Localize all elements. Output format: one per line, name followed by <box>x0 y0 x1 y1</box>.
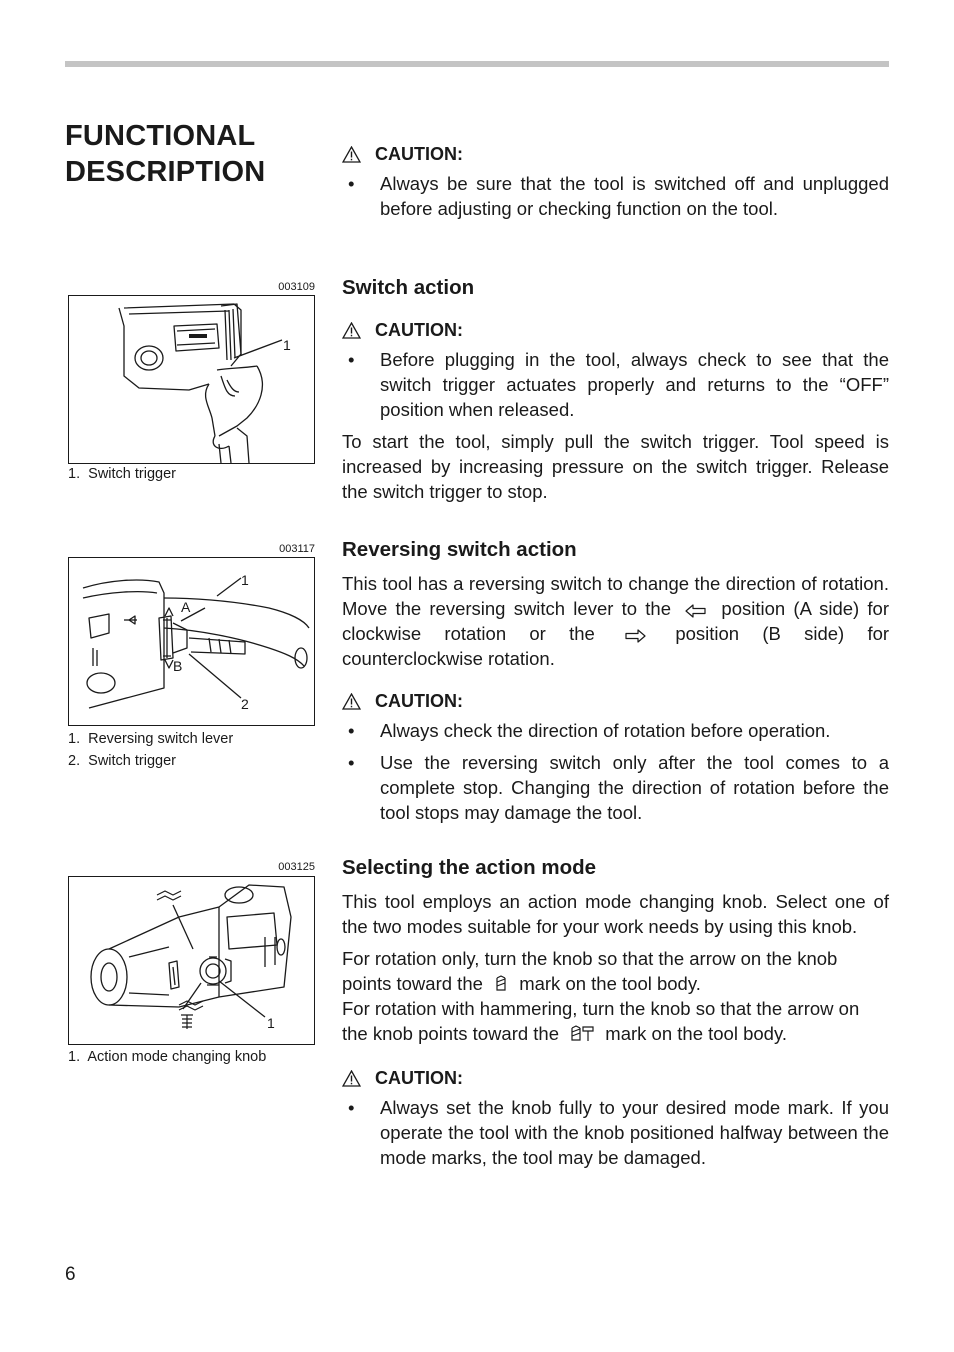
caution-item <box>342 718 889 743</box>
section-title: Selecting the action mode <box>342 856 597 879</box>
figure-action-mode-knob <box>68 876 315 1045</box>
caption-line: 1. Action mode changing knob <box>68 1049 267 1065</box>
page-title: FUNCTIONAL DESCRIPTION <box>65 120 266 188</box>
callout-1: 1 <box>267 1015 275 1031</box>
section-body <box>342 571 889 671</box>
caution-heading <box>342 142 889 167</box>
bullet-dot: • <box>348 752 355 773</box>
caution-triangle-icon <box>342 1070 361 1087</box>
callout-2: 2 <box>241 696 249 712</box>
figure-caption <box>68 463 176 485</box>
drill-illustration <box>69 296 314 463</box>
caution-label: CAUTION: <box>375 691 463 711</box>
body-text: mark on the tool body. <box>519 973 701 994</box>
caution-text: Before plugging in the tool, always check to see that the switch trigger actuates properly and returns to the “OFF” position when released. <box>380 349 889 420</box>
body-text: position (A side) for clockwise rotation or the <box>342 598 889 644</box>
section-body: To start the tool, simply pull the switch trigger. Tool speed is increased by increasing pressure on the switch trigger. Release the switch trigger to stop. <box>342 431 889 502</box>
caption-line: 1. Reversing switch lever <box>68 731 234 747</box>
body-text: mark on the tool body. <box>605 1023 787 1044</box>
caution-triangle-icon <box>342 322 361 339</box>
figure-switch-trigger <box>68 295 315 464</box>
callout-a: A <box>181 599 191 615</box>
figure-caption <box>68 728 233 772</box>
caution-text: Always be sure that the tool is switched off and unplugged before adjusting or checking function on the tool. <box>380 173 889 219</box>
caption-line: 1. Switch trigger <box>68 466 176 482</box>
action-mode-illustration <box>69 877 314 1044</box>
bullet-dot: • <box>348 173 355 194</box>
body-text: For rotation with hammering, turn the knob so that the arrow on the knob points toward the <box>342 998 860 1044</box>
caution-text: Always check the direction of rotation before operation. <box>380 720 831 741</box>
caution-label: CAUTION: <box>375 320 463 340</box>
body-text: This tool has a reversing switch to change the direction of rotation. Move the reversing switch lever to the <box>342 573 889 619</box>
section-title: Switch action <box>342 276 475 299</box>
caution-label: CAUTION: <box>375 1068 463 1088</box>
callout-1: 1 <box>283 337 291 353</box>
drill-bit-hammer-icon <box>570 1025 594 1043</box>
section-switch-action <box>342 275 889 511</box>
figure-code: 003125 <box>278 861 315 873</box>
bullet-dot: • <box>348 1097 355 1118</box>
caution-heading <box>342 1066 889 1091</box>
caption-line: 2. Switch trigger <box>68 753 176 769</box>
bullet-dot: • <box>348 349 355 370</box>
general-caution <box>342 142 889 228</box>
caution-triangle-icon <box>342 693 361 710</box>
figure-code: 003117 <box>279 543 315 555</box>
arrow-left-outline-icon <box>685 604 707 618</box>
caution-item <box>342 750 889 825</box>
caution-item <box>342 347 889 422</box>
caution-text: Use the reversing switch only after the tool comes to a complete stop. Changing the direction of rotation before the tool stops may damage the tool. <box>380 752 889 823</box>
section-action-mode <box>342 855 889 1177</box>
arrow-right-outline-icon <box>624 629 646 643</box>
section-body: This tool employs an action mode changing knob. Select one of the two modes suitable for your work needs by using this knob. <box>342 891 889 937</box>
section-reversing-switch <box>342 537 889 832</box>
rotation-only-text <box>342 946 889 996</box>
page-number: 6 <box>65 1264 76 1285</box>
hammering-text <box>342 996 889 1046</box>
figure-code: 003109 <box>278 281 315 293</box>
bullet-dot: • <box>348 720 355 741</box>
figure-caption <box>68 1046 266 1068</box>
callout-b: B <box>173 658 183 674</box>
caution-heading <box>342 689 889 714</box>
caution-label: CAUTION: <box>375 144 463 164</box>
callout-1: 1 <box>241 572 249 588</box>
drill-bit-icon <box>494 975 508 993</box>
section-title: Reversing switch action <box>342 538 577 561</box>
body-text: For rotation only, turn the knob so that the arrow on the knob points toward the <box>342 948 838 994</box>
caution-heading <box>342 318 889 343</box>
reversing-switch-illustration <box>69 558 314 725</box>
header-rule <box>65 61 889 67</box>
caution-item <box>342 1095 889 1170</box>
body-text: position (B side) for counterclockwise rotation. <box>342 623 890 669</box>
caution-text: Always set the knob fully to your desired mode mark. If you operate the tool with the knob positioned halfway between the mode marks, the tool may be damaged. <box>380 1097 889 1168</box>
caution-triangle-icon <box>342 146 361 163</box>
caution-item <box>342 171 889 221</box>
figure-reversing-switch <box>68 557 315 726</box>
